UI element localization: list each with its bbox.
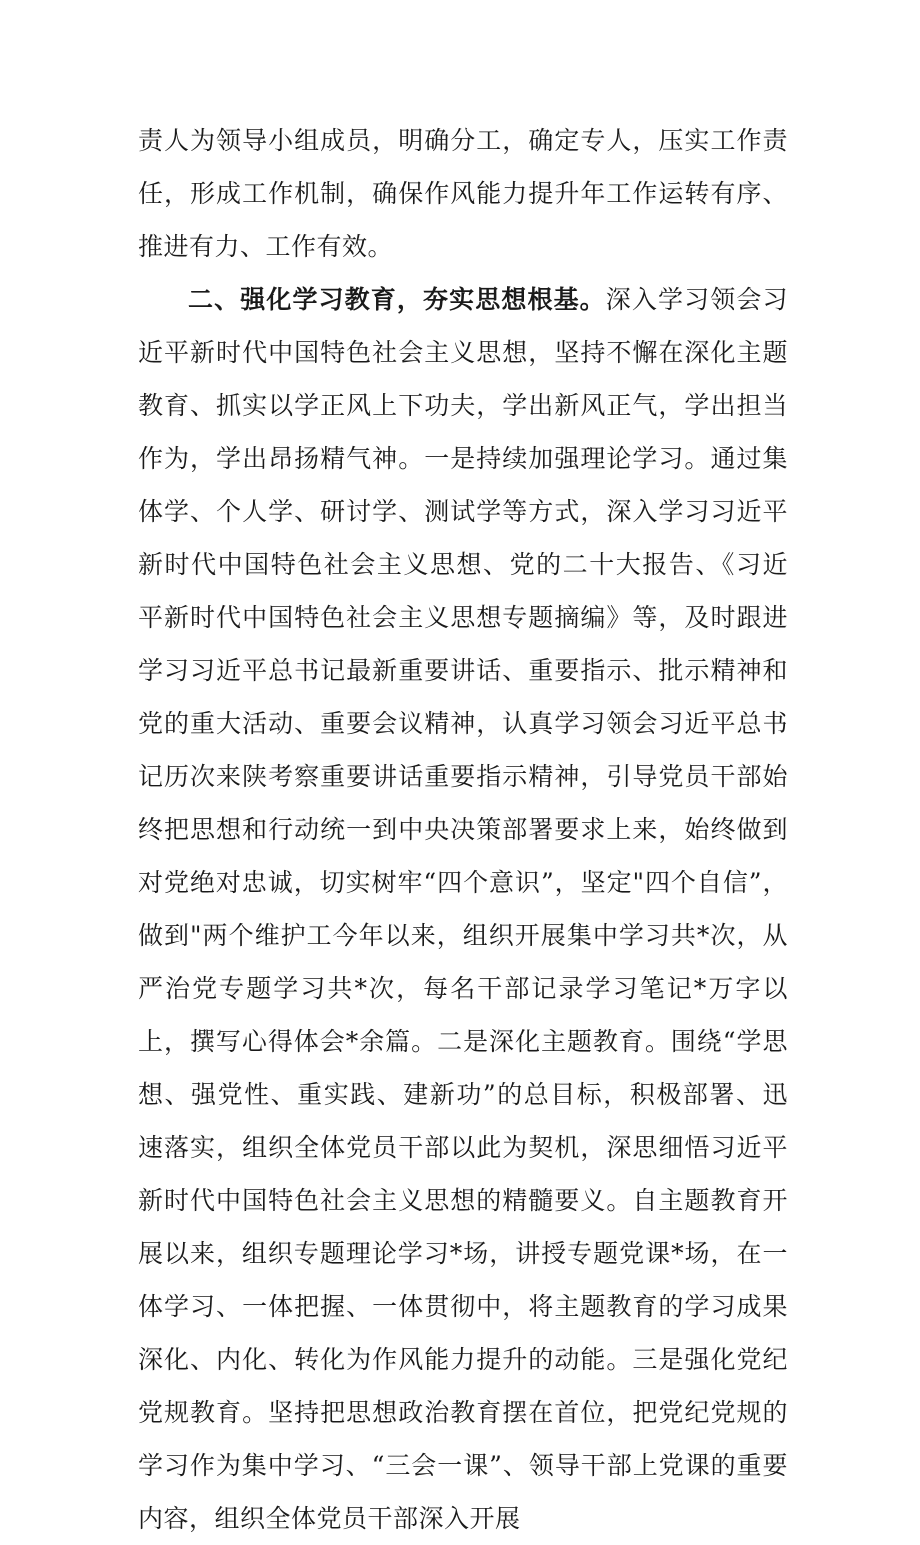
body-text bbox=[138, 114, 788, 1545]
paragraph-continued: 责人为领导小组成员，明确分工，确定专人，压实工作责任，形成工作机制，确保作风能力提升年工作运转有序、推进有力、工作有效。 bbox=[138, 126, 788, 261]
section-heading: 二、强化学习教育，夯实思想根基。 bbox=[188, 285, 606, 314]
paragraph-section-two bbox=[138, 273, 788, 1545]
section-body: 深入学习领会习近平新时代中国特色社会主义思想，坚持不懈在深化主题教育、抓实以学正风上下功夫，学出新风正气，学出担当作为，学出昂扬精气神。一是持续加强理论学习。通过集体学、个人学、研讨学、测试学等方式，深入学习习近平新时代中国特色社会主义思想、党的二十大报告、《习近平新时代中国特色社会主义思想专题摘编》等，及时跟进学习习近平总书记最新重要讲话、重要指示、批示精神和党的重大活动、重要会议精神，认真学习领会习近平总书记历次来陕考察重要讲话重要指示精神，引导党员干部始终把思想和行动统一到中央决策部署要求上来，始终做到对党绝对忠诚，切实树牢“四个意识”，坚定"四个自信”，做到"两个维护工今年以来，组织开展集中学习共*次，从严治党专题学习共*次，每名干部记录学习笔记*万字以上，撰写心得体会*余篇。二是深化主题教育。围绕“学思想、强党性、重实践、建新功”的总目标，积极部署、迅速落实，组织全体党员干部以此为契机，深思细悟习近平新时代中国特色社会主义思想的精髓要义。自主题教育开展以来，组织专题理论学习*场，讲授专题党课*场，在一体学习、一体把握、一体贯彻中，将主题教育的学习成果深化、内化、转化为作风能力提升的动能。三是强化党纪党规教育。坚持把思想政治教育摆在首位，把党纪党规的学习作为集中学习、“三会一课”、领导干部上党课的重要内容，组织全体党员干部深入开展 bbox=[138, 285, 788, 1533]
